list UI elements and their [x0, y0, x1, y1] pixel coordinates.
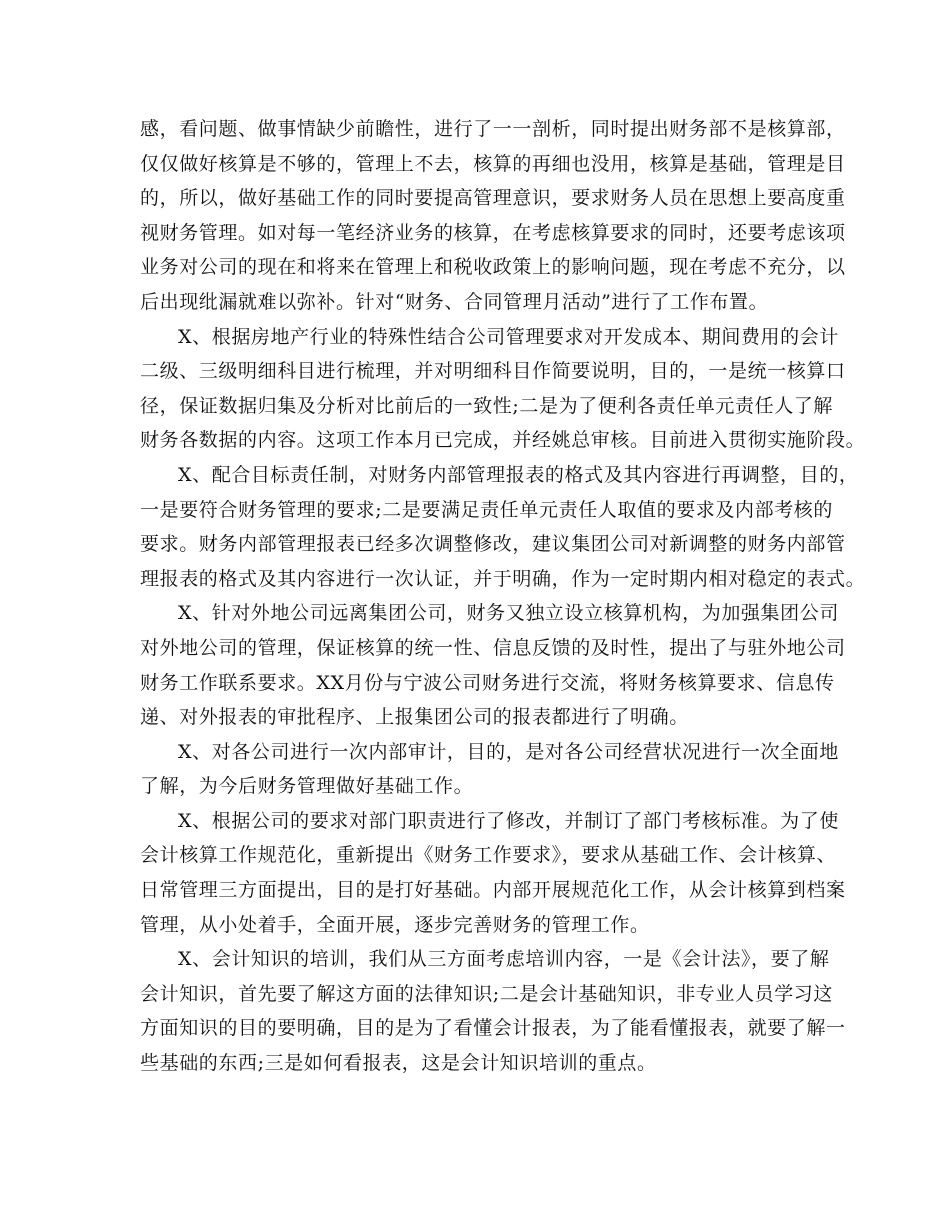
text-line: 日常管理三方面提出，目的是打好基础。内部开展规范化工作，从会计核算到档案: [140, 879, 846, 902]
text-line: 会计核算工作规范化，重新提出《财务工作要求》，要求从基础工作、会计核算、: [140, 844, 837, 867]
text-line: 财务工作联系要求。XX月份与宁波公司财务进行交流，将财务核算要求、信息传: [140, 671, 835, 694]
text-line: 要求。财务内部管理报表已经多次调整修改，建议集团公司对新调整的财务内部管: [140, 533, 846, 556]
text-line: 一是要符合财务管理的要求;二是要满足责任单元责任人取值的要求及内部考核的: [140, 498, 834, 521]
text-line: 理报表的格式及其内容进行一次认证，并于明确，作为一定时期内相对稳定的表式。: [140, 567, 866, 590]
text-line: 会计知识，首先要了解这方面的法律知识;二是会计基础知识，非专业人员学习这: [140, 982, 834, 1005]
text-line: 的，所以，做好基础工作的同时要提高管理意识，要求财务人员在思想上要高度重: [140, 187, 846, 210]
paragraph-first-line: X、根据公司的要求对部门职责进行了修改，并制订了部门考核标准。为了使: [178, 809, 839, 832]
text-line: 递、对外报表的审批程序、上报集团公司的报表都进行了明确。: [140, 706, 689, 729]
text-line: 仅仅做好核算是不够的，管理上不去，核算的再细也没用，核算是基础，管理是目: [140, 152, 846, 175]
text-line: 对外地公司的管理，保证核算的统一性、信息反馈的及时性，提出了与驻外地公司: [140, 636, 846, 659]
text-line: 方面知识的目的要明确，目的是为了看懂会计报表，为了能看懂报表，就要了解一: [140, 1017, 846, 1040]
paragraph-first-line: X、会计知识的培训，我们从三方面考虑培训内容，一是《会计法》，要了解: [178, 948, 830, 971]
text-line: 感，看问题、做事情缺少前瞻性，进行了一一剖析，同时提出财务部不是核算部，: [140, 118, 846, 140]
text-line: 径，保证数据归集及分析对比前后的一致性;二是为了便利各责任单元责任人了解: [140, 394, 834, 417]
text-line: 业务对公司的现在和将来在管理上和税收政策上的影响问题，现在考虑不充分，以: [140, 256, 846, 279]
text-line: 视财务管理。如对每一笔经济业务的核算，在考虑核算要求的同时，还要考虑该项: [140, 221, 846, 244]
text-line: 后出现纰漏就难以弥补。针对“财务、合同管理月活动”进行了工作布置。: [140, 290, 769, 313]
text-line: 些基础的东西;三是如何看报表，这是会计知识培训的重点。: [140, 1052, 657, 1075]
text-line: 财务各数据的内容。这项工作本月已完成，并经姚总审核。目前进入贯彻实施阶段。: [140, 429, 866, 452]
text-line: 二级、三级明细科目进行梳理，并对明细科目作简要说明，目的，一是统一核算口: [140, 360, 846, 383]
document-body: [140, 112, 866, 1081]
text-line: 管理，从小处着手，全面开展，逐步完善财务的管理工作。: [140, 913, 650, 936]
paragraph-first-line: X、根据房地产行业的特殊性结合公司管理要求对开发成本、期间费用的会计: [178, 325, 839, 348]
paragraph-first-line: X、配合目标责任制，对财务内部管理报表的格式及其内容进行再调整，目的，: [178, 463, 859, 486]
paragraph-first-line: X、对各公司进行一次内部审计，目的，是对各公司经营状况进行一次全面地: [178, 740, 839, 763]
paragraph-first-line: X、针对外地公司远离集团公司，财务又独立设立核算机构，为加强集团公司: [178, 602, 839, 625]
text-line: 了解，为今后财务管理做好基础工作。: [140, 775, 474, 798]
